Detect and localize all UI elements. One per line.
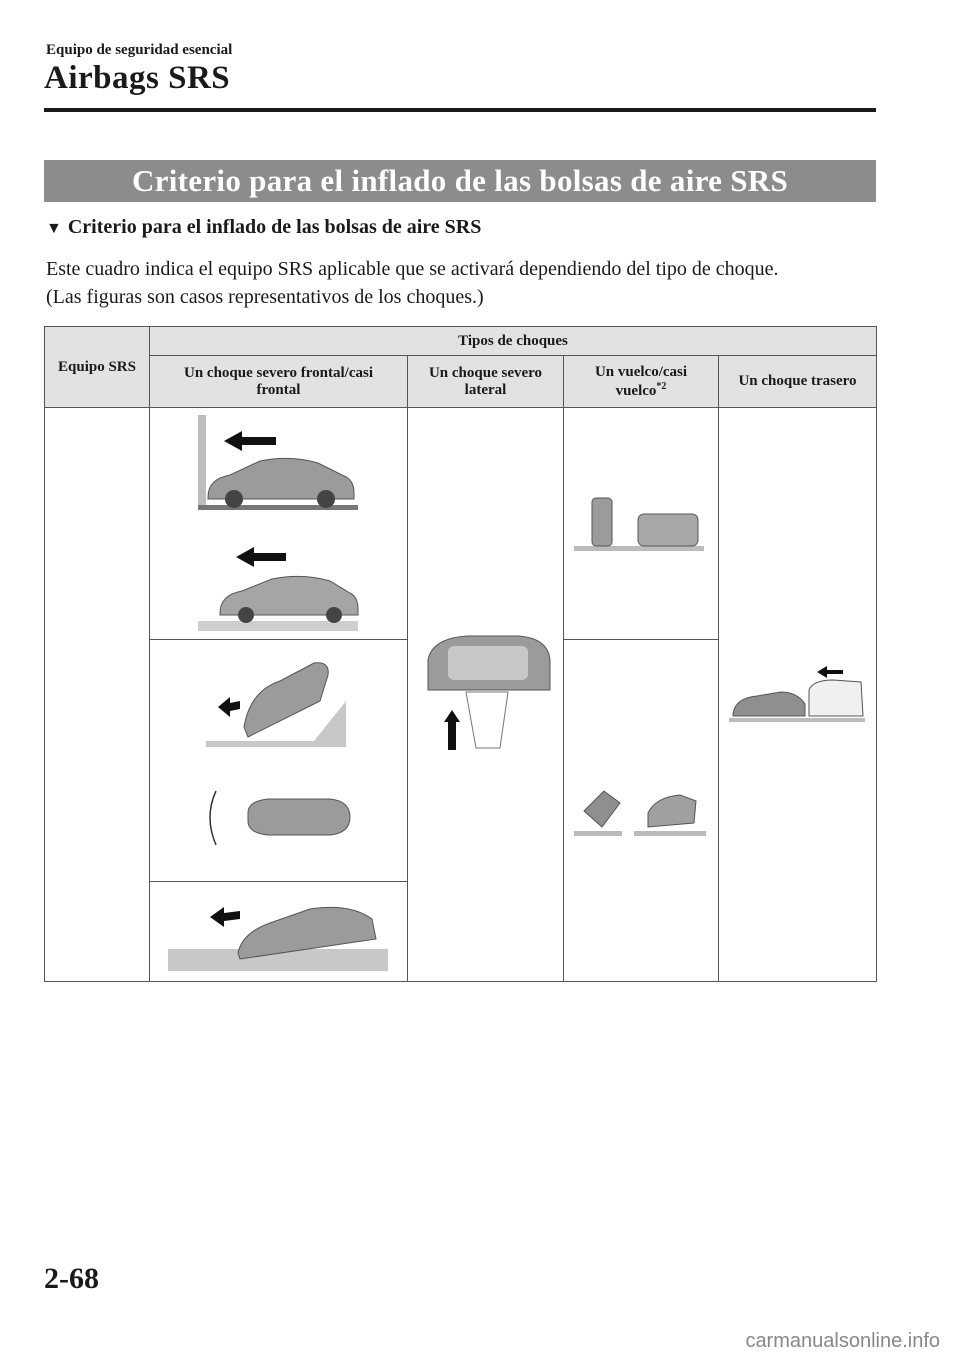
header-vuelco xyxy=(564,356,719,408)
page-title: Airbags SRS xyxy=(44,60,231,96)
header-frontal-line1: Un choque severo frontal/casi xyxy=(183,364,374,381)
equipo-cell xyxy=(45,408,150,982)
header-trasero: Un choque trasero xyxy=(719,356,877,408)
paragraph-line-1: Este cuadro indica el equipo SRS aplicable que se activará dependiendo del tipo de choque. xyxy=(46,258,779,280)
header-lateral-line1: Un choque severo xyxy=(428,364,543,381)
subheading xyxy=(46,216,481,239)
rear-impact-illustration xyxy=(723,660,873,730)
frontal-slope-illustration xyxy=(150,641,406,881)
lateral-illustration-cell xyxy=(408,408,564,982)
paragraph-line-2: (Las figuras son casos representativos de los choques.) xyxy=(46,286,484,308)
frontal-barrier-illustration xyxy=(150,409,406,639)
near-rollover-illustration xyxy=(564,771,718,851)
side-impact-illustration xyxy=(408,630,564,760)
header-vuelco-line1: Un vuelco/casi xyxy=(594,363,688,380)
header-frontal-line2: frontal xyxy=(256,381,301,398)
vuelco-illustration-cell-2 xyxy=(564,640,719,982)
frontal-ditch-illustration xyxy=(150,883,406,981)
crash-type-table xyxy=(44,326,877,982)
subheading-text: Criterio para el inflado de las bolsas de aire SRS xyxy=(67,216,482,238)
header-equipo-srs: Equipo SRS xyxy=(45,327,150,408)
section-label: Equipo de seguridad esencial xyxy=(46,42,233,58)
header-lateral-line2: lateral xyxy=(464,381,507,398)
title-divider xyxy=(44,108,876,112)
triangle-marker-icon: ▼ xyxy=(46,220,62,237)
watermark: carmanualsonline.info xyxy=(745,1330,940,1352)
vuelco-illustration-cell-1 xyxy=(564,408,719,640)
frontal-ditch-illustration-cell xyxy=(150,882,408,982)
frontal-illustration-cell xyxy=(150,408,408,640)
trasero-illustration-cell xyxy=(719,408,877,982)
header-tipos-de-choques: Tipos de choques xyxy=(150,327,877,356)
header-vuelco-line2-wrap xyxy=(564,381,718,400)
page-number: 2-68 xyxy=(44,1262,99,1295)
frontal-slope-illustration-cell xyxy=(150,640,408,882)
header-lateral xyxy=(408,356,564,408)
rollover-illustration xyxy=(564,484,718,564)
footnote-marker: *2 xyxy=(656,380,667,392)
header-vuelco-line2: vuelco xyxy=(615,382,657,399)
header-frontal xyxy=(150,356,408,408)
section-banner: Criterio para el inflado de las bolsas de aire SRS xyxy=(44,160,876,202)
